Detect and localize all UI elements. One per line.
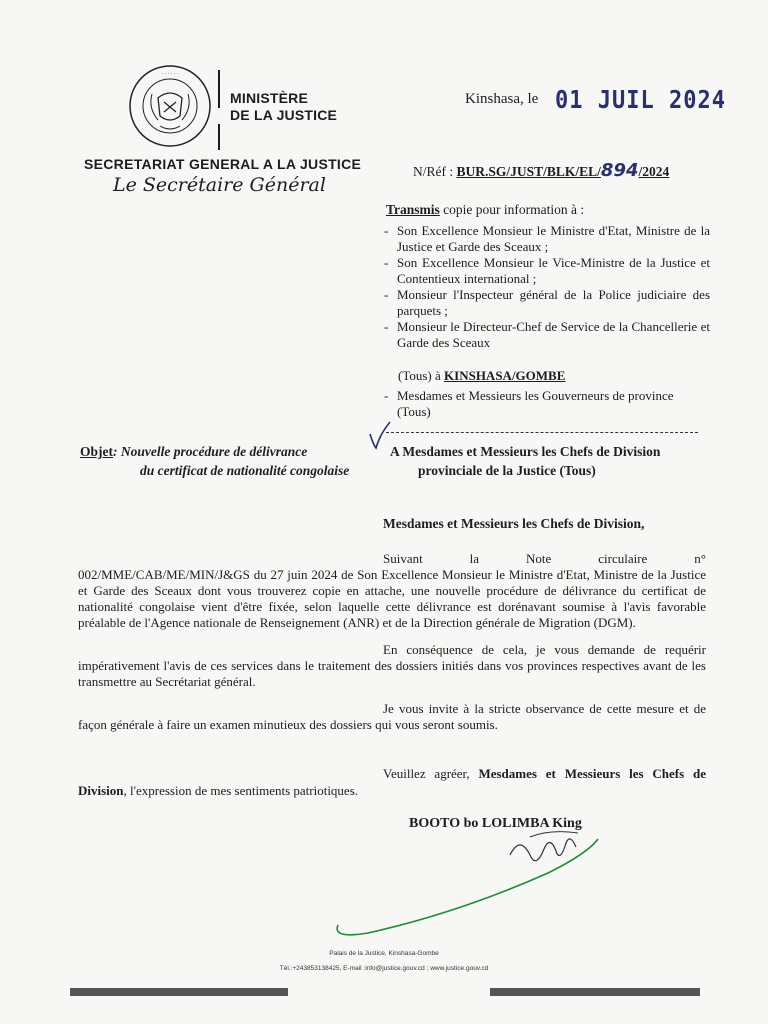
closing-bold: Mesdames et Messieurs les Chefs de Division — [78, 766, 706, 798]
salutation: Mesdames et Messieurs les Chefs de Division, — [383, 516, 645, 531]
tous-prefix: (Tous) à — [398, 368, 445, 383]
svg-text:· · · · · ·: · · · · · · — [161, 71, 179, 77]
date-stamp: 01 JUIL 2024 — [555, 86, 726, 115]
secretary-title: Le Secrétaire Général — [113, 174, 326, 196]
subject-line2: du certificat de nationalité congolaise — [140, 463, 350, 478]
recipient-location — [398, 368, 565, 384]
footer-bar — [490, 988, 700, 996]
recipient-item: - Monsieur l'Inspecteur général de la Police judiciaire des parquets ; — [384, 287, 710, 319]
city: KINSHASA/GOMBE — [444, 368, 566, 383]
addressee-block — [390, 442, 660, 480]
ref-year: /2024 — [638, 164, 670, 179]
transmission-label: Transmis — [386, 202, 440, 217]
transmission-intro-text: copie pour information à : — [439, 202, 585, 217]
subject-block — [80, 442, 349, 480]
recipient-item: - Son Excellence Monsieur le Vice-Ministre de la Justice et Contentieux international ; — [384, 255, 710, 287]
body-paragraph: En conséquence de cela, je vous demande de requérir impérativement l'avis de ces services dans le traitement des dossiers initiés dans vos provinces respectives avant de les transmettre au Secrétariat général. — [78, 642, 706, 689]
letter-body — [78, 551, 706, 744]
recipient-list — [384, 223, 710, 351]
body-paragraph: Suivant la Note circulaire n° 002/MME/CAB/ME/MIN/J&GS du 27 juin 2024 de Son Excellence Monsieur le Ministre d'Etat, Ministre de la Justice et Garde des Sceaux dont vous trouverez copie en attache, une nouvelle procédure de délivrance du certificat de nationalité congolaise vient d'être fixée, selon laquelle cette délivrance est dorénavant soumise à l'avis favorable préalable de l'Agence nationale de Renseignement (ANR) et de la Direction générale de Migration (DGM). — [78, 551, 706, 630]
addressee-line1: A Mesdames et Messieurs les Chefs de Division — [390, 444, 661, 459]
place-label: Kinshasa, le — [465, 91, 539, 107]
subject-label: Objet — [80, 444, 113, 459]
ref-label: N/Réf : — [413, 164, 454, 179]
checkmark-icon — [366, 420, 392, 452]
coat-of-arms-seal — [128, 64, 212, 148]
reference-line — [413, 160, 669, 181]
signer-name: BOOTO bo LOLIMBA King — [409, 816, 582, 831]
secretariat-heading: SECRETARIAT GENERAL A LA JUSTICE — [84, 156, 362, 172]
addressee-line2: provinciale de la Justice (Tous) — [418, 463, 596, 478]
recipient-item: - Son Excellence Monsieur le Ministre d'Etat, Ministre de la Justice et Garde des Sceaux ; — [384, 223, 710, 255]
footer-contact: Tél.:+243853138425, E-mail :info@justice.gouv.cd ; www.justice.gouv.cd — [279, 965, 489, 972]
ministry-line1: MINISTÈRE — [230, 90, 309, 106]
ref-number: 894 — [600, 160, 639, 181]
ministry-line2: DE LA JUSTICE — [230, 107, 338, 123]
header-divider — [218, 124, 220, 150]
footer-bar — [70, 988, 288, 996]
body-paragraph: Je vous invite à la stricte observance de cette mesure et de façon générale à faire un examen minutieux des dossiers qui vous seront soumis. — [78, 701, 706, 732]
ministry-name — [230, 90, 337, 124]
closing-paragraph — [78, 765, 706, 799]
closing-part2: , l'expression de mes sentiments patriotiques. — [123, 783, 359, 798]
footer-address: Palais de la Justice, Kinshasa-Gombe — [329, 950, 439, 957]
subject-line1: : Nouvelle procédure de délivrance — [113, 444, 308, 459]
recipient-item: - Mesdames et Messieurs les Gouverneurs de province (Tous) — [384, 388, 710, 420]
closing-part1: Veuillez agréer, — [383, 766, 479, 781]
header-divider — [218, 70, 220, 108]
recipient-list-2 — [384, 388, 710, 420]
transmission-intro — [386, 202, 584, 218]
recipient-item: - Monsieur le Directeur-Chef de Service de la Chancellerie et Garde des Sceaux — [384, 319, 710, 351]
ref-value: BUR.SG/JUST/BLK/EL/ — [456, 164, 601, 179]
handwritten-signature — [330, 815, 630, 945]
separator-line — [386, 432, 698, 433]
